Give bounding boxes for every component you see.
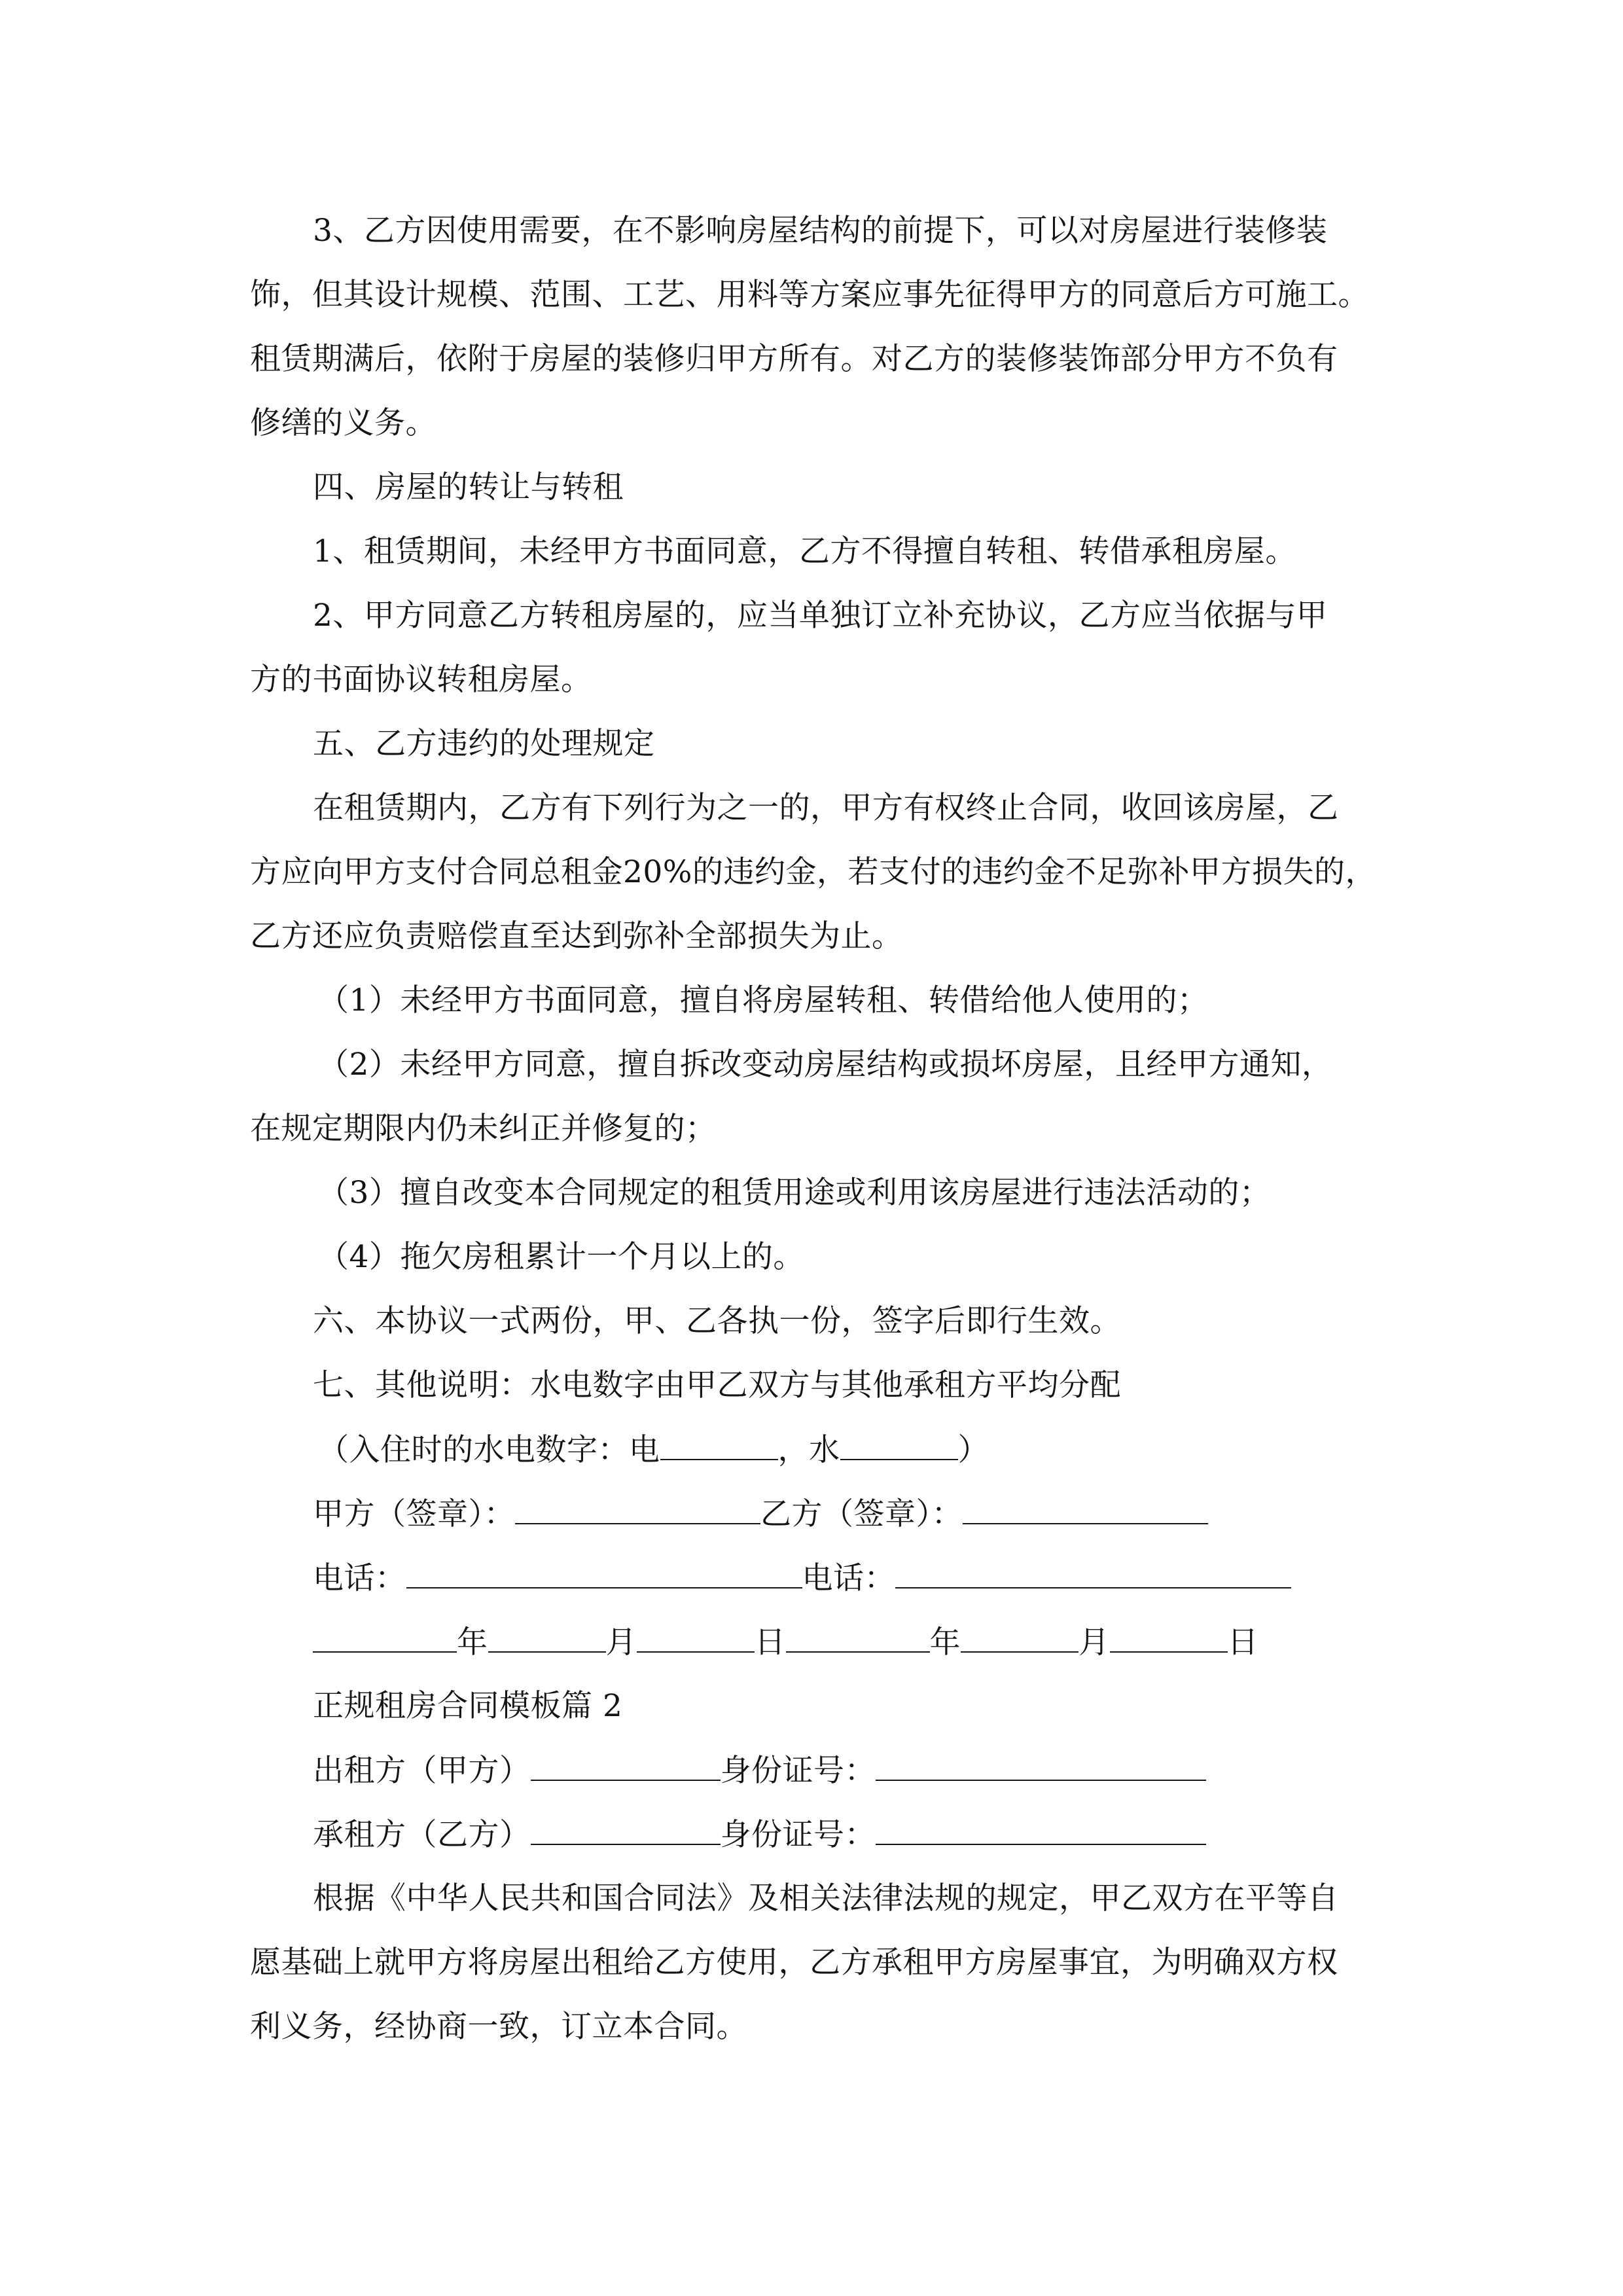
month-blank-b[interactable] [961,1623,1079,1653]
year-label-b: 年 [929,1624,961,1660]
day-blank-b[interactable] [1110,1623,1228,1653]
list-item: （1）未经甲方书面同意，擅自将房屋转租、转借给他人使用的； [318,982,1209,1018]
party-a-sign-blank[interactable] [515,1494,760,1524]
month-label-a: 月 [605,1624,637,1660]
lessee-id-blank[interactable] [876,1815,1206,1845]
paragraph-line: 愿基础上就甲方将房屋出租给乙方使用，乙方承租甲方房屋事宜，为明确双方权 [250,1945,1338,1981]
section-heading: 四、房屋的转让与转租 [313,469,624,505]
paragraph-line: 利义务，经协商一致，订立本合同。 [250,2009,747,2045]
signature-line [313,1494,1452,1534]
section-title: 正规租房合同模板篇 2 [313,1688,623,1724]
month-label-b: 月 [1079,1624,1110,1660]
date-line [313,1623,1452,1662]
party-b-sign-blank[interactable] [963,1494,1208,1524]
paragraph-line: 饰，但其设计规模、范围、工艺、用料等方案应事先征得甲方的同意后方可施工。 [250,277,1369,313]
list-item: （4）拖欠房租累计一个月以上的。 [318,1239,804,1275]
party-a-phone-blank[interactable] [406,1558,802,1588]
lessee-label: 承租方（乙方） [313,1817,531,1853]
section-heading: 五、乙方违约的处理规定 [313,726,655,762]
paragraph-line: 修缮的义务。 [250,405,437,441]
party-a-phone-label: 电话： [313,1560,406,1596]
meter-open-label: （入住时的水电数字：电 [318,1432,660,1468]
water-blank[interactable] [840,1430,958,1460]
party-a-sign-label: 甲方（签章）： [313,1496,515,1532]
paragraph-line: 在租赁期内，乙方有下列行为之一的，甲方有权终止合同，收回该房屋，乙 [313,790,1339,826]
paragraph-line: 1、租赁期间，未经甲方书面同意，乙方不得擅自转租、转借承租房屋。 [313,533,1296,569]
electricity-blank[interactable] [660,1430,778,1460]
paragraph-line: 租赁期满后，依附于房屋的装修归甲方所有。对乙方的装修装饰部分甲方不负有 [250,341,1338,377]
list-item-continuation: 在规定期限内仍未纠正并修复的； [250,1111,717,1147]
paragraph-line: 方应向甲方支付合同总租金20%的违约金，若支付的违约金不足弥补甲方损失的， [250,854,1376,890]
list-item: （3）擅自改变本合同规定的租赁用途或利用该房屋进行违法活动的； [318,1175,1271,1211]
lessor-id-label: 身份证号： [720,1753,876,1789]
paragraph-line: 2、甲方同意乙方转租房屋的，应当单独订立补充协议，乙方应当依据与甲 [313,598,1328,634]
day-blank-a[interactable] [637,1623,755,1653]
day-label-a: 日 [755,1624,786,1660]
paragraph-line: 3、乙方因使用需要，在不影响房屋结构的前提下，可以对房屋进行装修装 [313,213,1328,249]
lessor-name-blank[interactable] [531,1751,721,1781]
list-item: （2）未经甲方同意，擅自拆改变动房屋结构或损坏房屋，且经甲方通知， [318,1047,1333,1083]
phone-line [313,1558,1452,1598]
meter-sep-label: ，水 [777,1432,840,1468]
day-label-b: 日 [1227,1624,1258,1660]
lessor-label: 出租方（甲方） [313,1753,531,1789]
section-heading: 六、本协议一式两份，甲、乙各执一份，签字后即行生效。 [313,1303,1121,1339]
party-b-sign-label: 乙方（签章）： [760,1496,963,1532]
paragraph-line: 根据《中华人民共和国合同法》及相关法律法规的规定，甲乙双方在平等自 [313,1880,1339,1916]
party-b-phone-label: 电话： [802,1560,895,1596]
year-label-a: 年 [457,1624,488,1660]
lessor-id-blank[interactable] [876,1751,1206,1781]
section-heading: 七、其他说明：水电数字由甲乙双方与其他承租方平均分配 [313,1367,1121,1403]
lessee-name-blank[interactable] [531,1815,721,1845]
paragraph-line: 方的书面协议转租房屋。 [250,662,592,698]
month-blank-a[interactable] [488,1623,606,1653]
party-b-phone-blank[interactable] [895,1558,1291,1588]
year-blank-a[interactable] [313,1623,457,1653]
lessee-id-label: 身份证号： [720,1817,876,1853]
paragraph-line: 乙方还应负责赔偿直至达到弥补全部损失为止。 [250,918,903,954]
meter-close-label: ） [957,1432,989,1468]
meter-reading-line [318,1430,1457,1469]
year-blank-b[interactable] [786,1623,930,1653]
lessor-line [313,1751,1452,1790]
lessee-line [313,1815,1452,1854]
